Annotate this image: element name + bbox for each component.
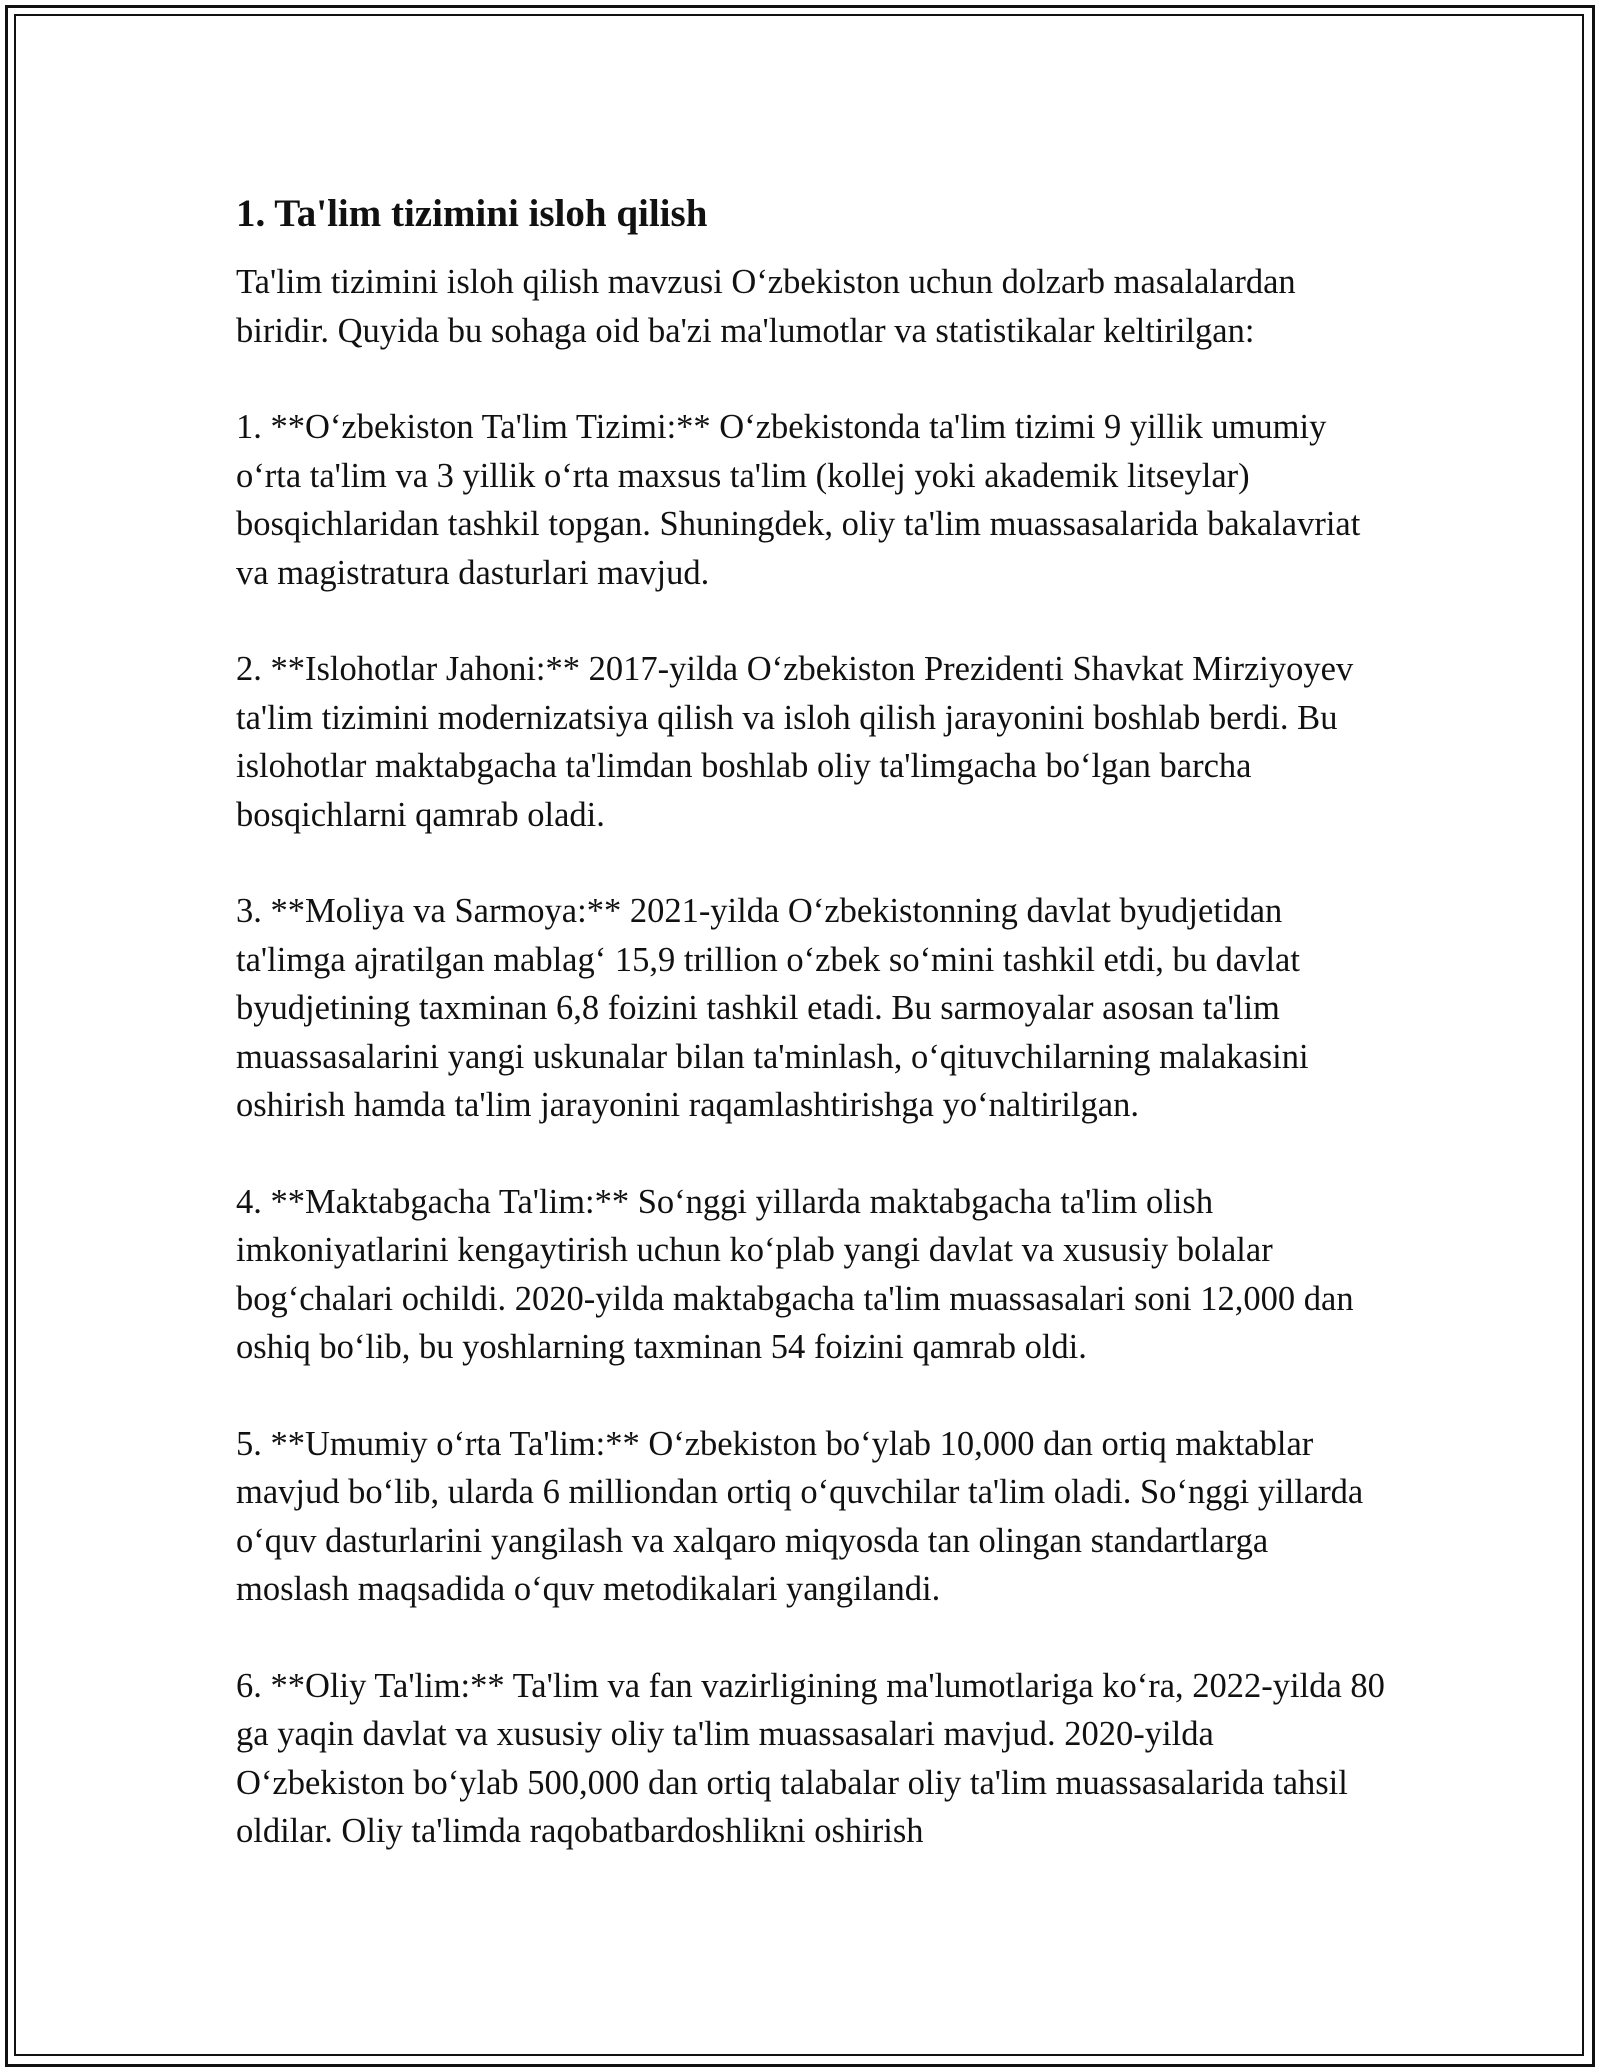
- list-item-education-system: 1. **O‘zbekiston Ta'lim Tizimi:** O‘zbekistonda ta'lim tizimi 9 yillik umumiy o‘rta ta'lim va 3 yillik o‘rta maxsus ta'lim (kollej yoki akademik litseylar) bosqichlaridan tashkil topgan. Shuningdek, oliy ta'lim muassasalarida bakalavriat va magistratura dasturlari mavjud.: [236, 408, 1361, 592]
- list-item-higher-education: 6. **Oliy Ta'lim:** Ta'lim va fan vazirligining ma'lumotlariga ko‘ra, 2022-yilda 80 ga yaqin davlat va xususiy oliy ta'lim muassasalari mavjud. 2020-yilda O‘zbekiston bo‘ylab 500,000 dan ortiq talabalar oliy ta'lim muassasalarida tahsil oldilar. Oliy ta'limda raqobatbardoshlikni oshirish: [236, 1666, 1385, 1850]
- list-item-secondary: 5. **Umumiy o‘rta Ta'lim:** O‘zbekiston bo‘ylab 10,000 dan ortiq maktablar mavjud bo‘lib, ularda 6 milliondan ortiq o‘quvchilar ta'lim oladi. So‘nggi yillarda o‘quv dasturlarini yangilash va xalqaro miqyosda tan olingan standartlarga moslash maqsadida o‘quv metodikalari yangilandi.: [236, 1424, 1364, 1608]
- list-item-reforms: 2. **Islohotlar Jahoni:** 2017-yilda O‘zbekiston Prezidenti Shavkat Mirziyoyev ta'lim tizimini modernizatsiya qilish va isloh qilish jarayonini boshlab berdi. Bu islohotlar maktabgacha ta'limdan boshlab oliy ta'limgacha bo‘lgan barcha bosqichlarni qamrab oladi.: [236, 650, 1354, 834]
- list-item-finance: 3. **Moliya va Sarmoya:** 2021-yilda O‘zbekistonning davlat byudjetidan ta'limga ajratilgan mablag‘ 15,9 trillion o‘zbek so‘mini tashkil etdi, bu davlat byudjetining taxminan 6,8 foizini tashkil etadi. Bu sarmoyalar asosan ta'lim muassasalarini yangi uskunalar bilan ta'minlash, o‘qituvchilarning malakasini oshirish hamda ta'lim jarayonini raqamlashtirishga yo‘naltirilgan.: [236, 892, 1309, 1124]
- section-heading: 1. Ta'lim tizimini isloh qilish: [236, 192, 708, 235]
- document-body: [236, 188, 1386, 1856]
- list-item-preschool: 4. **Maktabgacha Ta'lim:** So‘nggi yillarda maktabgacha ta'lim olish imkoniyatlarini kengaytirish uchun ko‘plab yangi davlat va xususiy bolalar bog‘chalari ochildi. 2020-yilda maktabgacha ta'lim muassasalari soni 12,000 dan oshiq bo‘lib, bu yoshlarning taxminan 54 foizini qamrab oldi.: [236, 1182, 1354, 1366]
- intro-paragraph: Ta'lim tizimini isloh qilish mavzusi O‘zbekiston uchun dolzarb masalalardan biridir. Quyida bu sohaga oid ba'zi ma'lumotlar va statistikalar keltirilgan:: [236, 263, 1296, 350]
